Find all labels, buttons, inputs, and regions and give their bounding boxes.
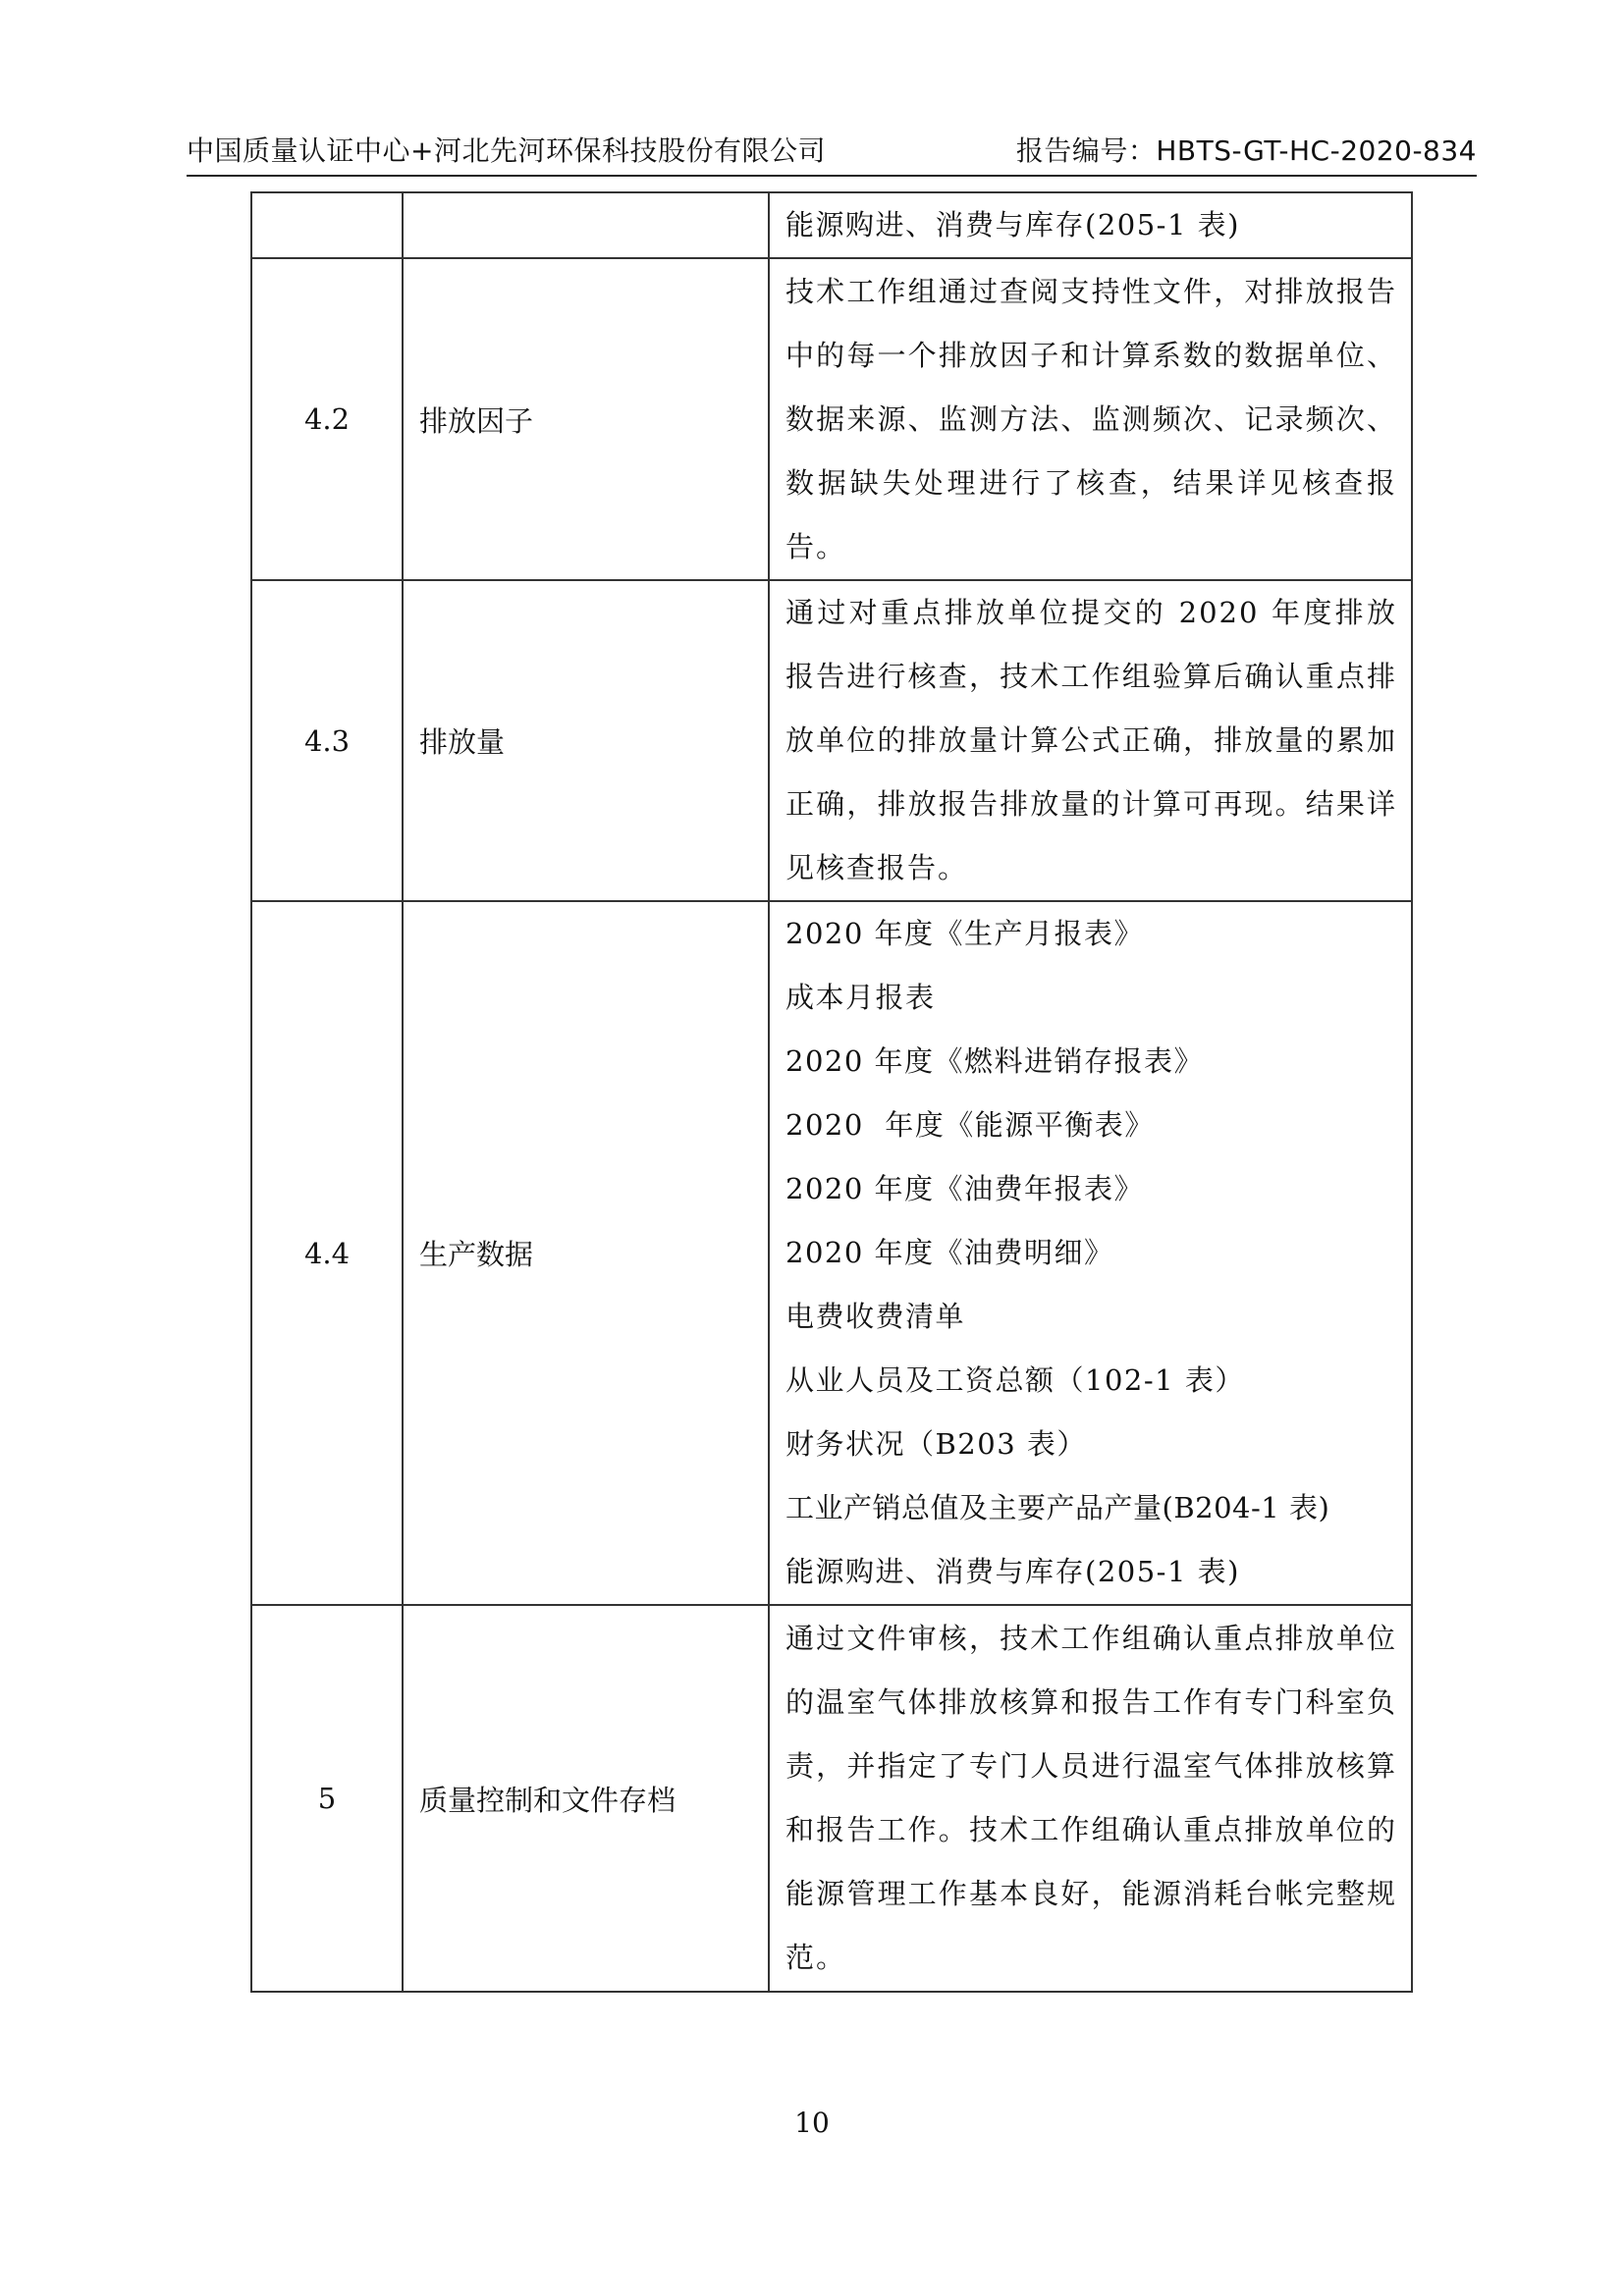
item-description <box>769 580 1412 901</box>
table-row-production-data <box>251 901 1412 1605</box>
item-number: 4.4 <box>251 901 403 1605</box>
document-line: 2020 年度《油费年报表》 <box>785 1172 1145 1205</box>
item-description <box>769 192 1412 258</box>
document-line: 2020 年度《能源平衡表》 <box>785 1108 1155 1142</box>
document-line: 成本月报表 <box>785 981 936 1014</box>
description-text: 通过对重点排放单位提交的 2020 年度排放报告进行核查，技术工作组验算后确认重点排放单位的排放量计算公式正确，排放量的累加正确，排放报告排放量的计算可再现。结果详见核查报告。 <box>785 596 1397 884</box>
description-text: 技术工作组通过查阅支持性文件，对排放报告中的每一个排放因子和计算系数的数据单位、数据来源、监测方法、监测频次、记录频次、数据缺失处理进行了核查，结果详见核查报告。 <box>785 274 1397 563</box>
item-number: 5 <box>251 1605 403 1992</box>
table-row-quality-control <box>251 1605 1412 1992</box>
document-line: 财务状况（B203 表） <box>785 1427 1087 1461</box>
header-organization: 中国质量认证中心+河北先河环保科技股份有限公司 <box>187 134 826 167</box>
document-line: 工业产销总值及主要产品产量(B204-1 表) <box>785 1491 1330 1524</box>
page-header <box>187 126 1477 177</box>
item-number: 4.2 <box>251 258 403 580</box>
item-name: 排放因子 <box>403 258 769 580</box>
document-line: 电费收费清单 <box>785 1300 966 1333</box>
item-description <box>769 901 1412 1605</box>
table-row-emissions <box>251 580 1412 901</box>
verification-table <box>250 191 1413 1993</box>
description-text: 通过文件审核，技术工作组确认重点排放单位的温室气体排放核算和报告工作有专门科室负责，并指定了专门人员进行温室气体排放核算和报告工作。技术工作组确认重点排放单位的能源管理工作基本良好，能源消耗台帐完整规范。 <box>785 1622 1397 1974</box>
document-line: 从业人员及工资总额（102-1 表） <box>785 1363 1245 1397</box>
item-name: 排放量 <box>403 580 769 901</box>
description-line: 能源购进、消费与库存(205-1 表) <box>785 208 1240 241</box>
item-number: 4.3 <box>251 580 403 901</box>
item-name: 生产数据 <box>403 901 769 1605</box>
item-number <box>251 192 403 258</box>
table-row-continuation <box>251 192 1412 258</box>
table-row-emission-factor <box>251 258 1412 580</box>
document-line: 能源购进、消费与库存(205-1 表) <box>785 1555 1240 1588</box>
page-number: 10 <box>794 2107 830 2139</box>
document-line: 2020 年度《油费明细》 <box>785 1236 1114 1269</box>
item-name <box>403 192 769 258</box>
header-report-number: 报告编号：HBTS-GT-HC-2020-834 <box>1015 134 1477 167</box>
item-description <box>769 258 1412 580</box>
item-description <box>769 1605 1412 1992</box>
document-line: 2020 年度《燃料进销存报表》 <box>785 1044 1205 1078</box>
document-line: 2020 年度《生产月报表》 <box>785 917 1145 950</box>
item-name: 质量控制和文件存档 <box>403 1605 769 1992</box>
